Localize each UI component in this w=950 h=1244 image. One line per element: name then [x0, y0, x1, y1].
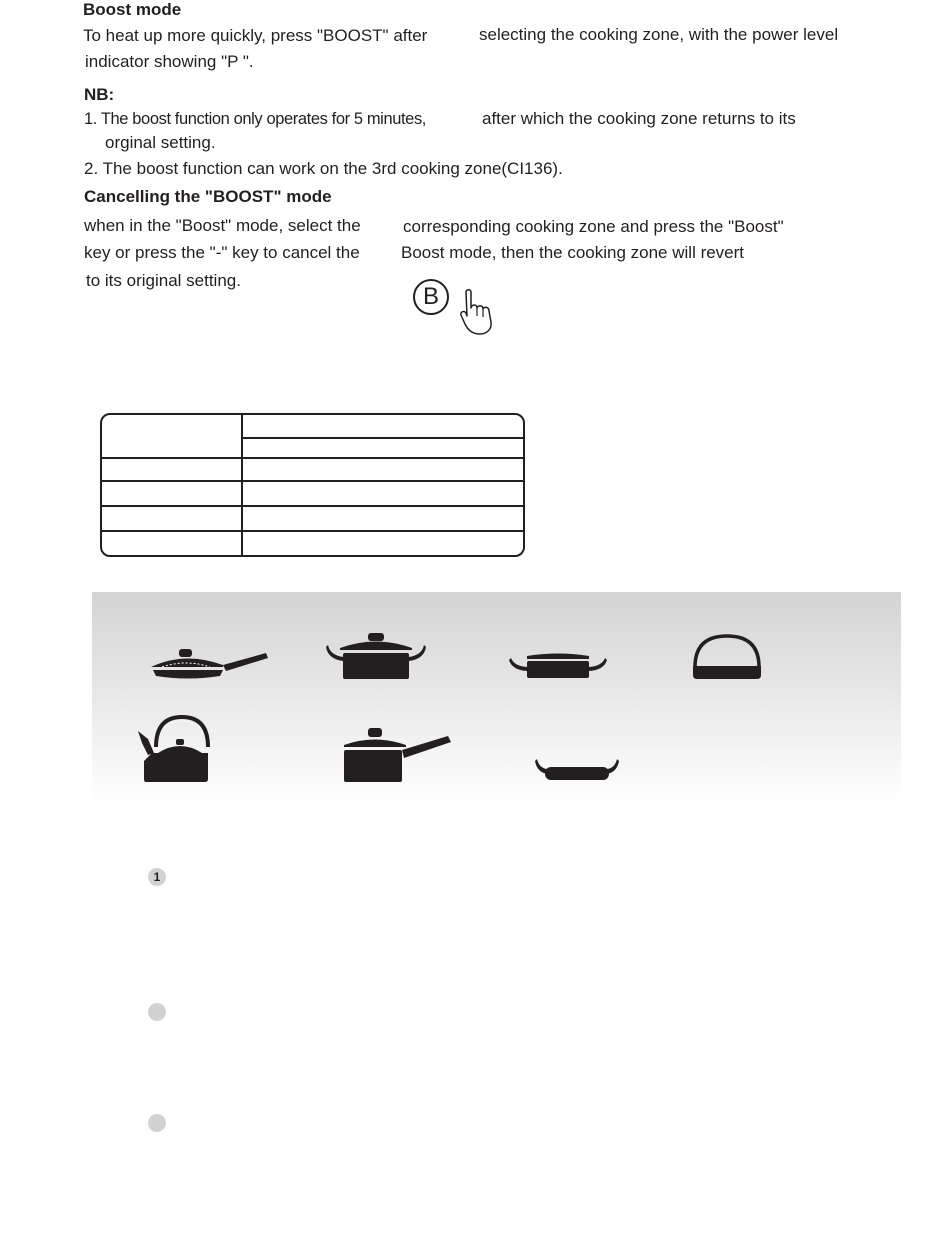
wok-icon: [690, 633, 764, 681]
cancel-heading-b: BOOST: [212, 187, 274, 206]
cancel-heading: [84, 187, 332, 207]
nb-item2: 2. The boost function can work on the 3rd cooking zone(CI136).: [84, 159, 563, 178]
cancel-line1a: when in the "Boost" mode, select the: [84, 216, 361, 235]
boost-text-line2: indicator showing "P ".: [85, 52, 254, 71]
cancel-heading-c: " mode: [273, 187, 332, 206]
finger-press-icon: [458, 288, 498, 336]
shallow-pan-icon: [509, 652, 607, 680]
cancel-line3: to its original setting.: [86, 271, 241, 290]
nb-item1a: 1. The boost function only operates for 5 minutes,: [84, 110, 426, 128]
cancel-line1b: corresponding cooking zone and press the "Boost": [403, 217, 784, 236]
boost-mode-heading: Boost mode: [83, 0, 182, 19]
step-bullet-1: 1: [148, 868, 166, 886]
kettle-icon: [136, 713, 214, 785]
boost-text-line1a: To heat up more quickly, press "BOOST" after: [83, 26, 428, 45]
nb-item1c: orginal setting.: [105, 133, 216, 152]
table-row-divider: [102, 505, 523, 507]
boost-text-line1b: selecting the cooking zone, with the power level: [479, 25, 839, 44]
cancel-line2b: Boost mode, then the cooking zone will revert: [401, 243, 745, 262]
step-bullet-3: [148, 1114, 166, 1132]
boost-key-icon: B: [413, 279, 449, 315]
nb-item1b: after which the cooking zone returns to its: [482, 109, 796, 128]
table-row-divider: [102, 457, 523, 459]
table-column-divider: [241, 415, 243, 555]
casserole-pot-icon: [326, 631, 426, 681]
table-row-divider: [102, 480, 523, 482]
frying-pan-icon: [148, 645, 270, 681]
paella-pan-icon: [535, 755, 619, 783]
cancel-line2a: key or press the "-" key to cancel the: [84, 243, 360, 262]
cancel-heading-a: Cancelling the ": [84, 187, 213, 206]
nb-heading: NB:: [84, 85, 115, 104]
step-bullet-2: [148, 1003, 166, 1021]
table-header-rule: [241, 437, 523, 439]
table-row-divider: [102, 530, 523, 532]
power-table: [100, 413, 525, 557]
saucepan-icon: [340, 726, 452, 784]
